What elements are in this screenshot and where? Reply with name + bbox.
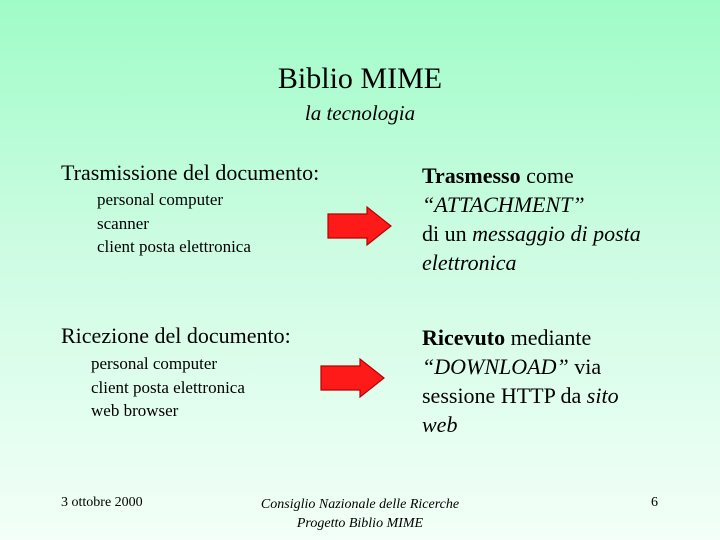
result-keyword: Trasmesso (422, 163, 521, 188)
list-item: client posta elettronica (91, 377, 245, 397)
reception-result: Ricevuto mediante “DOWNLOAD” via sessione HTTP da sito web (422, 325, 619, 437)
transmission-list (97, 188, 251, 259)
list-item: web browser (91, 401, 179, 420)
list-item: personal computer (97, 190, 224, 209)
transmission-result: Trasmesso come “ATTACHMENT” di un messaggio di posta elettronica (422, 163, 641, 275)
right-arrow-icon (320, 358, 386, 398)
footer-organization: Consiglio Nazionale delle Ricerche Progetto Biblio MIME (260, 497, 460, 531)
list-item: client posta elettronica (97, 237, 251, 256)
footer-date: 3 ottobre 2000 (61, 495, 143, 510)
section-heading-transmission: Trasmissione del documento: (61, 160, 320, 185)
list-item: scanner (97, 213, 149, 233)
slide-subtitle: la tecnologia (304, 101, 416, 125)
result-keyword: Ricevuto (422, 325, 506, 350)
right-arrow-icon (327, 206, 393, 246)
list-item: personal computer (91, 354, 218, 373)
reception-list (91, 352, 245, 423)
slide-title: Biblio MIME (277, 62, 443, 95)
page-number: 6 (651, 495, 658, 510)
section-heading-reception: Ricezione del documento: (61, 323, 291, 348)
